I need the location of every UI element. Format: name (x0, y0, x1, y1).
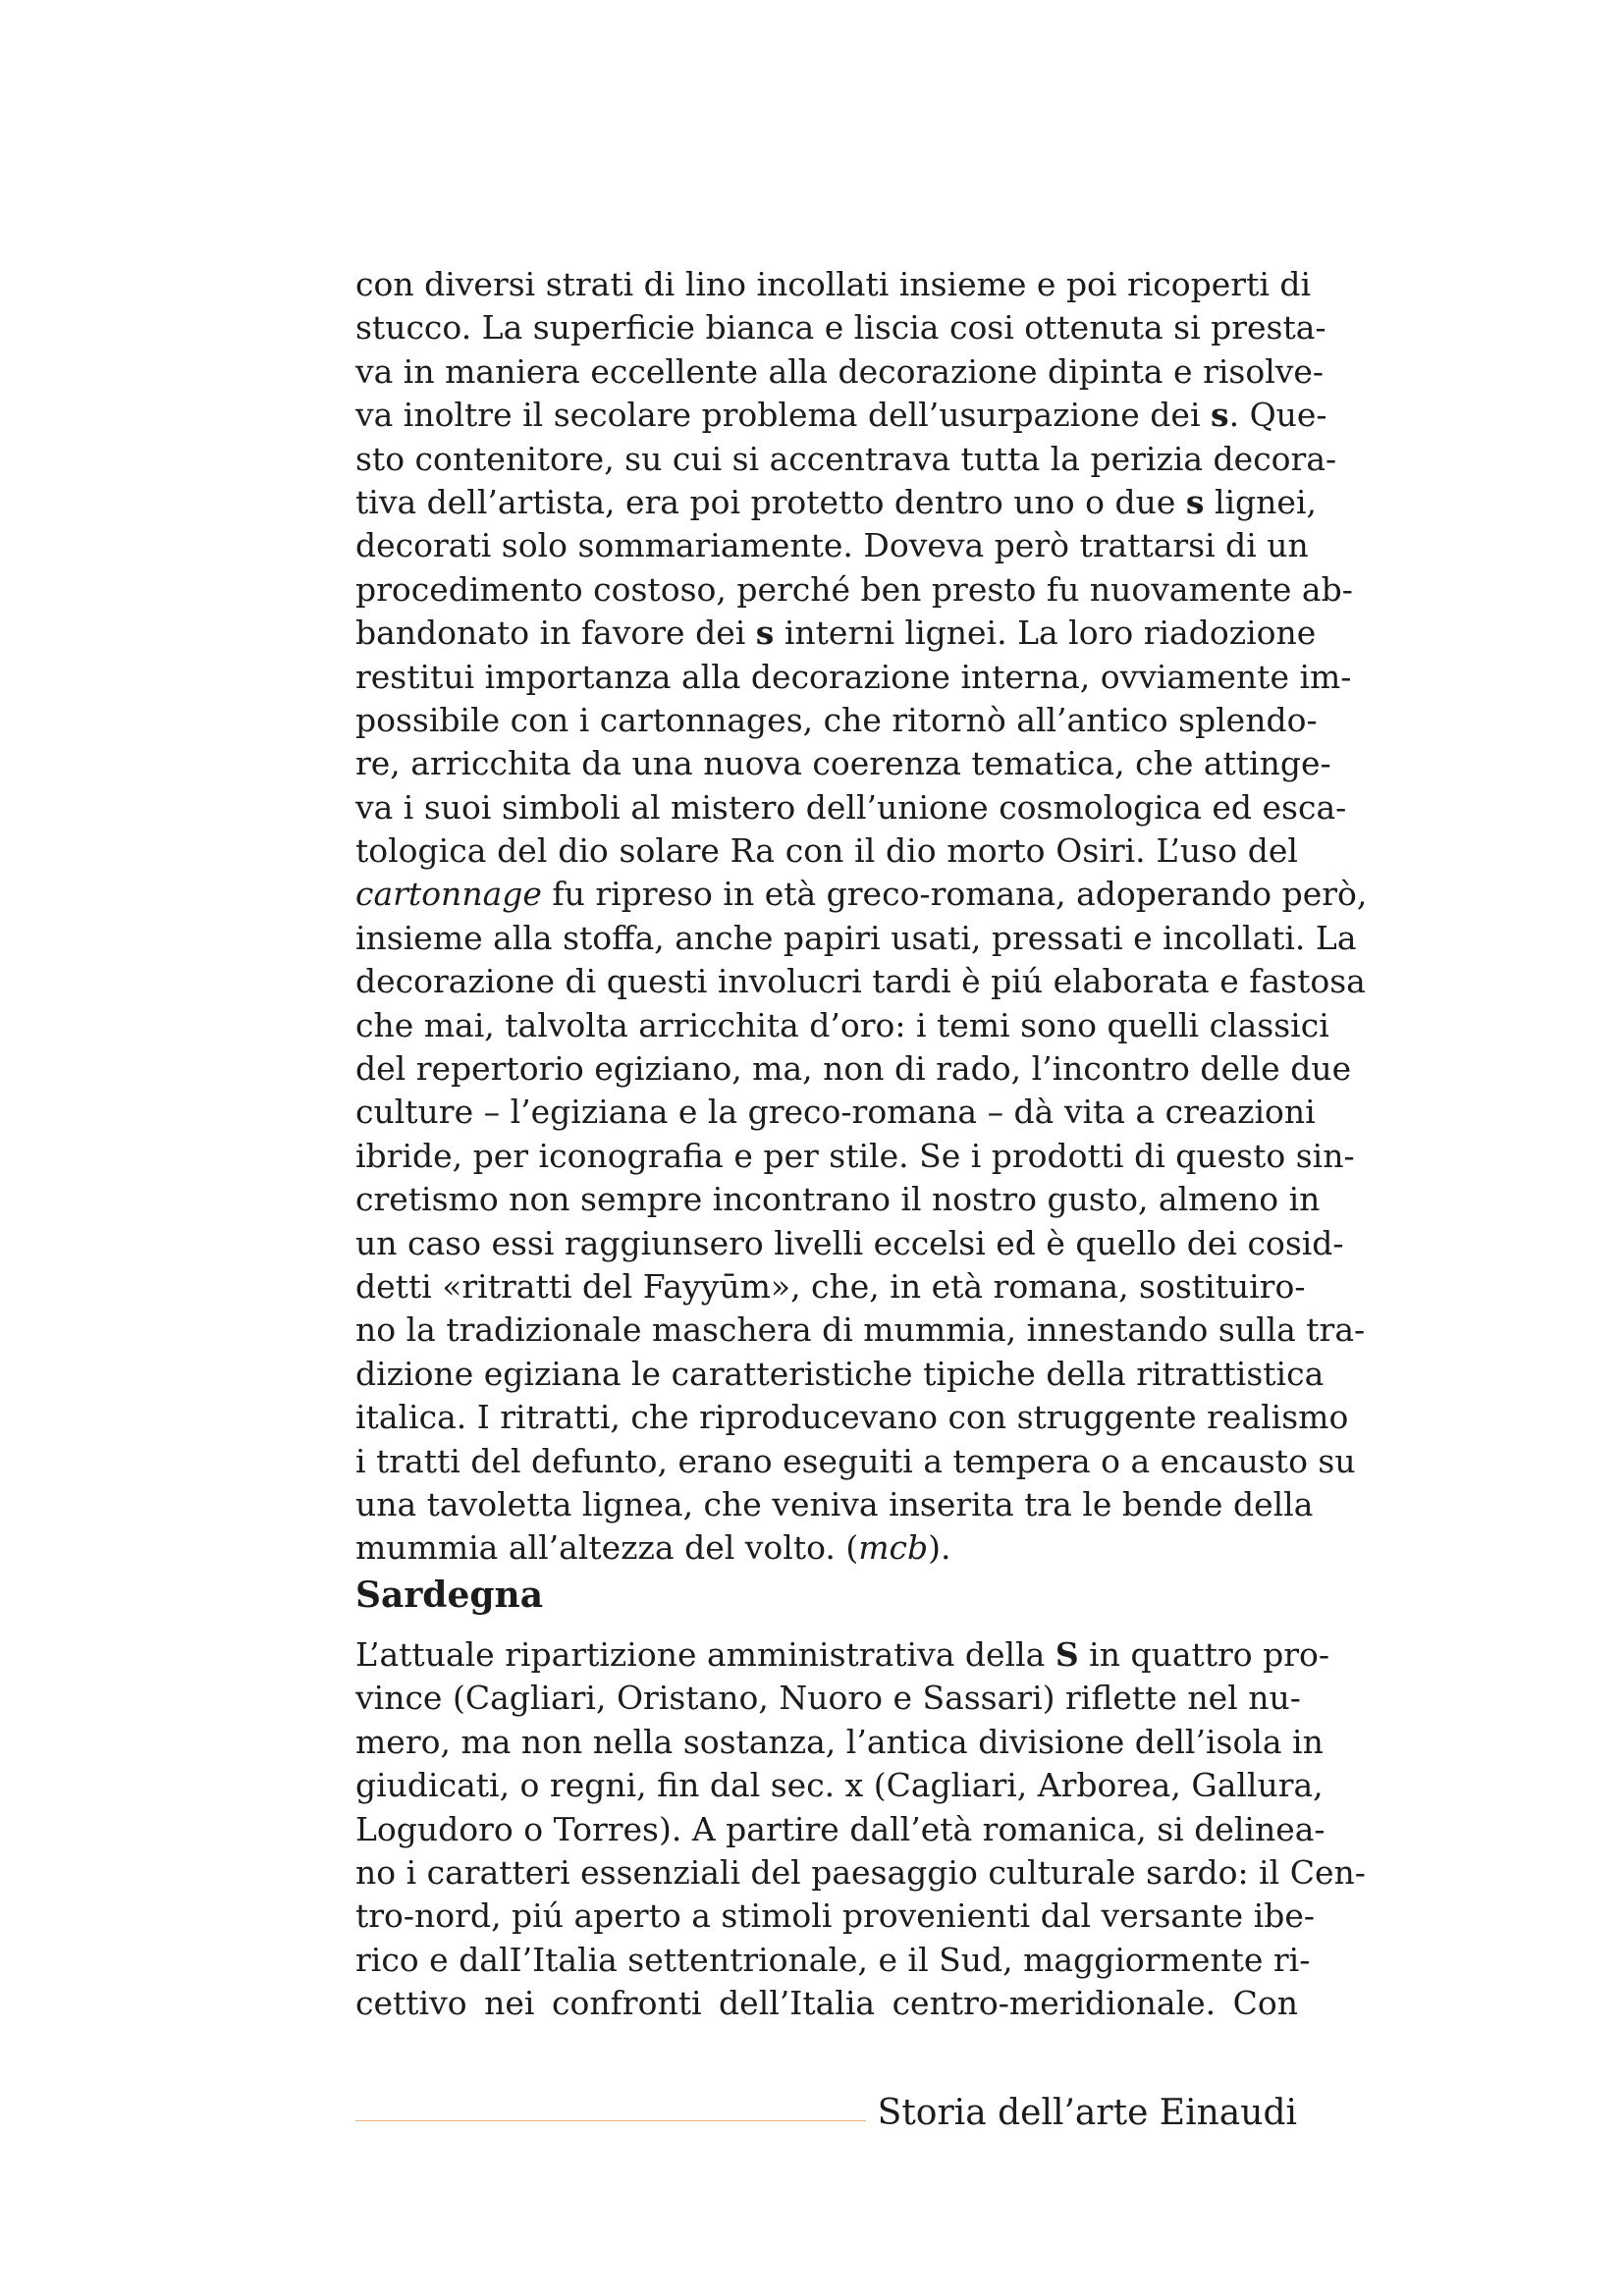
text-line: stucco. La superficie bianca e liscia cosi ottenuta si presta- (355, 308, 1326, 347)
text-line: va i suoi simboli al mistero dell’unione cosmologica ed esca- (355, 787, 1347, 827)
text-line: cartonnage fu ripreso in età greco-romana, adoperando però, (355, 875, 1368, 914)
text-line: vince (Cagliari, Oristano, Nuoro e Sassari) riflette nel nu- (355, 1679, 1301, 1718)
text-line: con diversi strati di lino incollati insieme e poi ricoperti di (355, 265, 1312, 303)
text-line: mummia all’altezza del volto. (mcb). (355, 1528, 951, 1568)
abbreviation-bold: s (1185, 482, 1205, 521)
text-line: decorati solo sommariamente. Doveva però trattarsi di un (355, 526, 1309, 565)
text-line: che mai, talvolta arricchita d’oro: i temi sono quelli classici (355, 1005, 1329, 1044)
text-line: una tavoletta lignea, che veniva inserita tra le bende della (355, 1484, 1314, 1523)
text-line: bandonato in favore dei s interni lignei. La loro riadozione (355, 614, 1317, 653)
text-line: tologica del dio solare Ra con il dio morto Osiri. L’uso del (355, 831, 1298, 871)
body-paragraph-cartonnage (355, 263, 1368, 1571)
italic-term: cartonnage (355, 875, 542, 914)
text-line: no i caratteri essenziali del paesaggio culturale sardo: il Cen- (355, 1852, 1366, 1892)
abbreviation-bold: S (1055, 1635, 1079, 1674)
footer-divider (355, 2120, 866, 2121)
text-line: rico e dalI’Italia settentrionale, e il Sud, maggiormente ri- (355, 1940, 1311, 1979)
text-line: mero, ma non nella sostanza, l’antica divisione dell’isola in (355, 1722, 1324, 1761)
text-line: va inoltre il secolare problema dell’usurpazione dei s. Que- (355, 396, 1327, 435)
text-line: insieme alla stoffa, anche papiri usati, pressati e incollati. La (355, 918, 1357, 957)
text-line: no la tradizionale maschera di mummia, innestando sulla tra- (355, 1310, 1366, 1350)
text-line: dizione egiziana le caratteristiche tipiche della ritrattistica (355, 1354, 1325, 1393)
text-line: sto contenitore, su cui si accentrava tutta la perizia decora- (355, 439, 1337, 478)
abbreviation-bold: s (1211, 396, 1229, 435)
text-line: i tratti del defunto, erano eseguiti a tempera o a encausto su (355, 1441, 1356, 1480)
footer-book-title: Storia dell’arte Einaudi (877, 2093, 1297, 2133)
text-line: giudicati, o regni, fin dal sec. x (Cagliari, Arborea, Gallura, (355, 1766, 1324, 1805)
author-initials: mcb (858, 1528, 929, 1568)
text-line: possibile con i cartonnages, che ritornò all’antico splendo- (355, 700, 1318, 739)
text-line: un caso essi raggiunsero livelli eccelsi ed è quello dei cosid- (355, 1223, 1344, 1262)
text-line: detti «ritratti del Fayyūm», che, in età romana, sostituiro- (355, 1266, 1306, 1306)
text-line: culture – l’egiziana e la greco-romana – dà vita a creazioni (355, 1093, 1316, 1132)
text-line: del repertorio egiziano, ma, non di rado, l’incontro delle due (355, 1049, 1352, 1089)
section-heading: Sardegna (355, 1575, 544, 1616)
text-line: decorazione di questi involucri tardi è piú elaborata e fastosa (355, 962, 1366, 1001)
text-line: va in maniera eccellente alla decorazione dipinta e risolve- (355, 351, 1325, 391)
text-line: cretismo non sempre incontrano il nostro gusto, almeno in (355, 1180, 1321, 1219)
text-line: italica. I ritratti, che riproducevano con struggente realismo (355, 1398, 1349, 1437)
text-line: cettivo nei confronti dell’Italia centro-meridionale. Con (355, 1984, 1298, 2023)
text-line: L’attuale ripartizione amministrativa della S in quattro pro- (355, 1635, 1330, 1674)
text-line: ibride, per iconografia e per stile. Se i prodotti di questo sin- (355, 1136, 1355, 1175)
abbreviation-bold: s (755, 614, 775, 653)
text-line: tro-nord, piú aperto a stimoli provenienti dal versante ibe- (355, 1896, 1315, 1936)
text-line: Logudoro o Torres). A partire dall’età romanica, si delinea- (355, 1809, 1325, 1848)
body-paragraph-sardegna (355, 1633, 1366, 2026)
text-line: re, arricchita da una nuova coerenza tematica, che attinge- (355, 744, 1331, 783)
text-line: restitui importanza alla decorazione interna, ovviamente im- (355, 657, 1352, 696)
text-line: procedimento costoso, perché ben presto fu nuovamente ab- (355, 569, 1353, 609)
text-line: tiva dell’artista, era poi protetto dentro uno o due s lignei, (355, 482, 1318, 521)
